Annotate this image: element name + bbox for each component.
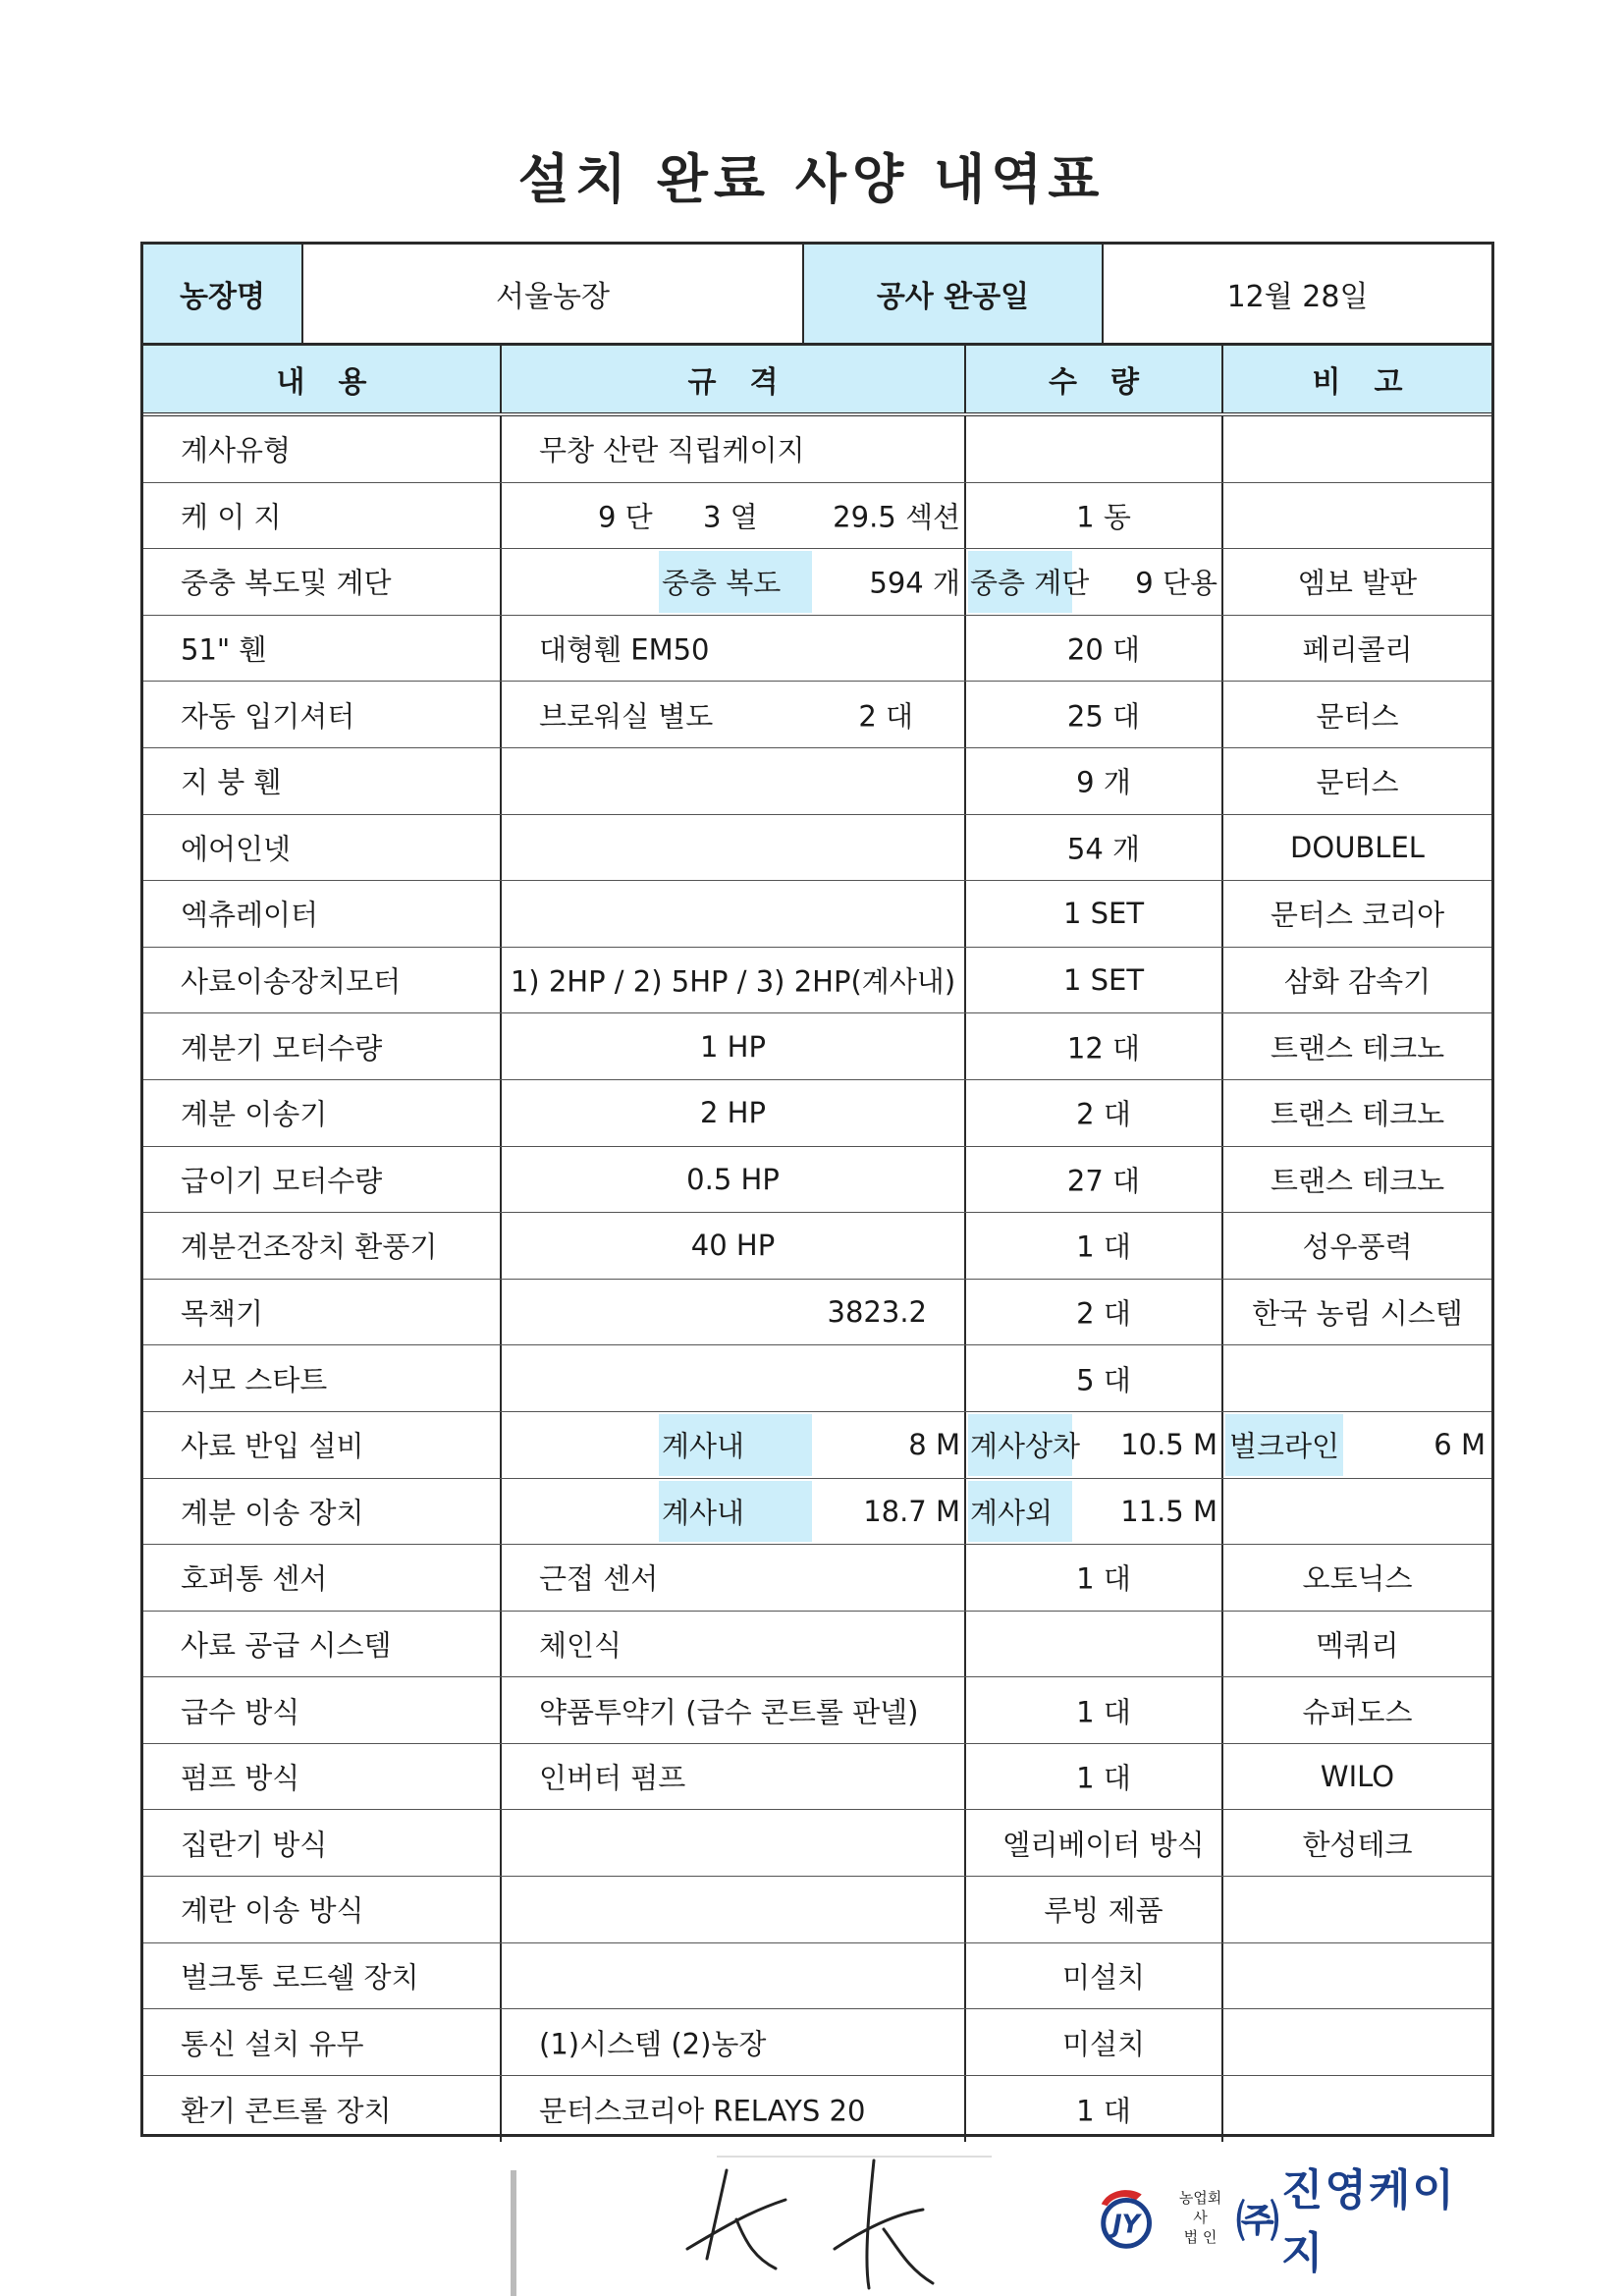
note-text: 슈퍼도스 [1302,1695,1413,1729]
content-cell [143,948,502,1013]
table-row [143,1479,1491,1546]
content-text: 사료 반입 설비 [181,1429,364,1463]
note-highlight-text: 벌크라인 [1229,1429,1340,1463]
spec-text: 약품투약기 (급수 콘트롤 판넬) [539,1695,919,1729]
company-prefix: ㈜ [1235,2197,1281,2247]
spec-text: 29.5 섹션 [833,500,960,534]
spec-cell [502,1213,966,1279]
quantity-text: 9 개 [1076,765,1131,799]
quantity-cell [966,881,1223,947]
spec-cell [502,416,966,482]
table-row [143,1213,1491,1280]
spec-text: 대형휀 EM50 [539,632,710,667]
quantity-cell [966,1612,1223,1677]
content-cell [143,616,502,682]
note-text: WILO [1320,1760,1395,1794]
spec-cell [502,1677,966,1743]
farm-name-value: 서울농장 [303,245,804,343]
note-cell [1223,549,1491,615]
column-header-row [143,346,1491,416]
spec-cell [502,748,966,814]
table-row [143,1612,1491,1678]
quantity-text: 5 대 [1076,1363,1131,1397]
content-cell [143,1545,502,1611]
content-text: 급수 방식 [181,1695,300,1729]
header-table [140,242,1494,346]
content-cell [143,1280,502,1345]
company-logo [1092,2165,1494,2278]
content-cell [143,483,502,549]
quantity-text: 미설치 [1061,1960,1146,1995]
spec-cell [502,682,966,747]
note-cell [1223,1147,1491,1213]
column-header-quantity: 수량 [966,346,1223,412]
note-cell [1223,1013,1491,1079]
table-row [143,1545,1491,1612]
content-text: 지 붕 휀 [181,765,282,799]
note-text: 트랜스 테크노 [1270,1097,1445,1131]
corp-type [1172,2188,1228,2247]
quantity-text: 2 대 [1076,1296,1131,1331]
table-row [143,815,1491,882]
quantity-cell [966,2009,1223,2075]
quantity-text: 27 대 [1066,1164,1141,1198]
spec-text: 1 HP [700,1029,766,1064]
quantity-cell [966,748,1223,814]
spec-text: 브로워실 별도 [539,699,714,734]
spec-text: 근접 센서 [539,1561,659,1596]
note-cell [1223,1280,1491,1345]
content-cell [143,748,502,814]
spec-cell [502,948,966,1013]
note-cell [1223,1080,1491,1146]
quantity-text: 25 대 [1066,699,1141,734]
spec-table [140,343,1494,2137]
note-text: DOUBLEL [1290,830,1425,864]
note-text: 삼화 감속기 [1283,964,1432,999]
content-cell [143,1345,502,1411]
note-text: 엠보 발판 [1297,566,1418,600]
table-row [143,1744,1491,1811]
completion-date-value: 12월 28일 [1226,280,1369,314]
spec-cell [502,1545,966,1611]
column-header-spec: 규격 [502,346,966,412]
spec-text: 2 HP [700,1096,766,1130]
content-text: 집란기 방식 [181,1828,328,1862]
content-text: 서모 스타트 [181,1363,328,1397]
quantity-cell [966,815,1223,881]
quantity-text: 1 대 [1076,1761,1131,1795]
table-row [143,1080,1491,1147]
spec-text: 18.7 M [863,1494,960,1528]
spec-highlight-text: 중층 복도 [662,566,782,600]
spec-cell [502,2076,966,2143]
content-cell [143,416,502,482]
spec-cell [502,1877,966,1942]
spec-text: 문터스코리아 RELAYS 20 [539,2094,866,2128]
spec-highlight-text: 계사내 [662,1496,745,1530]
content-text: 케 이 지 [181,500,282,534]
note-cell [1223,2009,1491,2075]
content-cell [143,881,502,947]
spec-cell [502,1280,966,1345]
table-body [143,416,1491,2142]
table-row [143,416,1491,483]
column-header-content: 내용 [143,346,502,412]
quantity-cell [966,2076,1223,2143]
spec-text: 8 M [908,1428,960,1462]
note-cell [1223,1412,1491,1478]
content-cell [143,1744,502,1810]
content-text: 계분건조장치 환풍기 [181,1230,438,1264]
quantity-cell [966,948,1223,1013]
note-text: 6 M [1434,1428,1486,1462]
spec-cell [502,1080,966,1146]
spec-cell [502,1744,966,1810]
quantity-cell [966,549,1223,615]
table-row [143,881,1491,948]
content-text: 엑츄레이터 [181,898,319,932]
quantity-text: 20 대 [1066,632,1141,667]
quantity-cell [966,682,1223,747]
corp-type-line-2: 법 인 [1183,2228,1217,2246]
content-cell [143,1213,502,1279]
spec-cell [502,1810,966,1876]
spec-cell [502,1013,966,1079]
content-text: 목책기 [181,1296,264,1331]
note-text: 문터스 [1316,699,1399,734]
quantity-text: 1 SET [1062,897,1145,931]
content-cell [143,682,502,747]
signature-area [511,2151,1001,2296]
content-text: 에어인넷 [181,832,292,866]
content-cell [143,1479,502,1545]
quantity-text: 9 단용 [1135,566,1217,600]
quantity-text: 루빙 제품 [1044,1893,1163,1928]
spec-text: 0.5 HP [686,1162,780,1196]
content-cell [143,1147,502,1213]
quantity-text: 10.5 M [1120,1428,1217,1462]
spec-cell [502,483,966,549]
quantity-cell [966,1810,1223,1876]
quantity-cell [966,616,1223,682]
quantity-text: 54 개 [1066,832,1141,866]
content-cell [143,1943,502,2009]
note-text: 오토닉스 [1302,1561,1413,1596]
quantity-cell [966,1877,1223,1942]
quantity-cell [966,1013,1223,1079]
content-cell [143,1013,502,1079]
note-cell [1223,416,1491,482]
content-cell [143,1080,502,1146]
table-row [143,2076,1491,2143]
spec-cell [502,616,966,682]
note-cell [1223,1877,1491,1942]
content-text: 계분 이송 장치 [181,1496,364,1530]
quantity-text: 1 대 [1076,1230,1131,1264]
note-cell [1223,682,1491,747]
note-cell [1223,483,1491,549]
content-cell [143,1412,502,1478]
table-row [143,1943,1491,2010]
note-text: 트랜스 테크노 [1270,1031,1445,1066]
spec-cell [502,1412,966,1478]
note-cell [1223,815,1491,881]
table-row [143,1280,1491,1346]
quantity-highlight-text: 중층 계단 [970,566,1090,600]
content-cell [143,1677,502,1743]
note-cell [1223,1545,1491,1611]
spec-text: 2 대 [858,699,913,734]
quantity-text: 2 대 [1076,1097,1131,1131]
column-header-note: 비고 [1223,346,1491,412]
spec-text: (1)시스템 (2)농장 [539,2027,767,2061]
spec-text: 3 열 [703,500,758,534]
content-text: 계분 이송기 [181,1097,328,1131]
table-row [143,1412,1491,1479]
content-text: 51" 휀 [181,632,267,667]
document-title: 설치 완료 사양 내역표 [517,148,1106,210]
spec-cell [502,881,966,947]
note-text: 멕쿼리 [1316,1628,1399,1663]
content-text: 계란 이송 방식 [181,1893,364,1928]
quantity-cell [966,1345,1223,1411]
spec-cell [502,815,966,881]
content-text: 벌크통 로드쉘 장치 [181,1960,419,1995]
content-cell [143,2009,502,2075]
spec-text: 594 개 [869,566,960,600]
content-cell [143,2076,502,2143]
note-text: 성우풍력 [1302,1230,1413,1264]
note-cell [1223,1345,1491,1411]
note-cell [1223,1677,1491,1743]
content-text: 중충 복도및 계단 [181,566,392,600]
table-row [143,948,1491,1014]
content-cell [143,815,502,881]
company-name: 진영케이지 [1280,2165,1456,2278]
farm-name-label: 농장명 [143,245,303,343]
spec-text: 9 단 [598,500,653,534]
note-text: 문터스 [1316,765,1399,799]
quantity-cell [966,1213,1223,1279]
quantity-text: 1 대 [1076,1695,1131,1729]
content-cell [143,1877,502,1942]
content-text: 호퍼통 센서 [181,1561,328,1596]
quantity-highlight-text: 계사외 [970,1496,1054,1530]
note-cell [1223,881,1491,947]
quantity-text: 1 SET [1062,963,1145,998]
content-text: 환기 콘트롤 장치 [181,2094,392,2128]
spec-text: 1) 2HP / 2) 5HP / 3) 2HP(계사내) [510,964,956,999]
content-text: 계분기 모터수량 [181,1031,383,1066]
spec-highlight-text: 계사내 [662,1429,745,1463]
spec-cell [502,1479,966,1545]
content-text: 자동 입기셔터 [181,699,355,734]
quantity-cell [966,1479,1223,1545]
handwritten-signature [687,2160,933,2288]
content-text: 사료 공급 시스템 [181,1628,392,1663]
note-text: 한성테크 [1302,1828,1413,1862]
spec-text: 인버터 펌프 [539,1761,686,1795]
spec-text: 체인식 [539,1628,622,1663]
table-row [143,1677,1491,1744]
quantity-cell [966,1412,1223,1478]
content-cell [143,1612,502,1677]
table-row [143,2009,1491,2076]
quantity-text: 1 대 [1076,2094,1131,2128]
note-cell [1223,616,1491,682]
quantity-text: 미설치 [1061,2027,1146,2061]
note-cell [1223,1612,1491,1677]
quantity-cell [966,1080,1223,1146]
quantity-text: 11.5 M [1120,1494,1217,1528]
quantity-cell [966,1677,1223,1743]
content-text: 급이기 모터수량 [181,1164,383,1198]
spec-cell [502,1345,966,1411]
spec-text: 40 HP [690,1229,776,1263]
logo-initials: JY [1112,2209,1141,2239]
note-cell [1223,1213,1491,1279]
table-row [143,616,1491,683]
note-cell [1223,948,1491,1013]
note-cell [1223,1943,1491,2009]
table-row [143,483,1491,550]
quantity-text: 1 동 [1076,500,1131,534]
table-row [143,1345,1491,1412]
completion-date-label: 공사 완공일 [804,245,1104,343]
quantity-cell [966,416,1223,482]
note-cell [1223,748,1491,814]
content-cell [143,549,502,615]
quantity-cell [966,483,1223,549]
note-cell [1223,1479,1491,1545]
table-row [143,1877,1491,1943]
note-cell [1223,1744,1491,1810]
content-cell [143,1810,502,1876]
quantity-cell [966,1744,1223,1810]
quantity-text: 엘리베이터 방식 [1002,1828,1205,1862]
quantity-text: 12 대 [1066,1031,1141,1066]
table-row [143,1810,1491,1877]
table-row [143,748,1491,815]
spec-cell [502,2009,966,2075]
spec-cell [502,1612,966,1677]
table-row [143,1147,1491,1214]
content-text: 펌프 방식 [181,1761,300,1795]
spec-text: 3823.2 [827,1295,927,1330]
quantity-text: 1 대 [1076,1561,1131,1596]
table-row [143,1013,1491,1080]
company-emblem-icon [1092,2182,1161,2253]
quantity-cell [966,1280,1223,1345]
spec-cell [502,1147,966,1213]
note-cell [1223,2076,1491,2143]
quantity-cell [966,1545,1223,1611]
content-text: 사료이송장치모터 [181,964,402,999]
content-text: 통신 설치 유무 [181,2027,364,2061]
note-cell [1223,1810,1491,1876]
spec-cell [502,549,966,615]
corp-type-line-1: 농업회사 [1178,2189,1222,2226]
note-text: 페리콜리 [1302,632,1413,667]
content-text: 계사유형 [181,433,292,467]
table-row [143,549,1491,616]
spec-text: 무창 산란 직립케이지 [539,433,805,467]
quantity-cell [966,1943,1223,2009]
spec-cell [502,1943,966,2009]
table-row [143,682,1491,748]
note-text: 문터스 코리아 [1270,898,1445,932]
quantity-highlight-text: 계사상차 [970,1429,1081,1463]
quantity-cell [966,1147,1223,1213]
note-text: 한국 농림 시스템 [1252,1296,1463,1331]
note-text: 트랜스 테크노 [1270,1164,1445,1198]
